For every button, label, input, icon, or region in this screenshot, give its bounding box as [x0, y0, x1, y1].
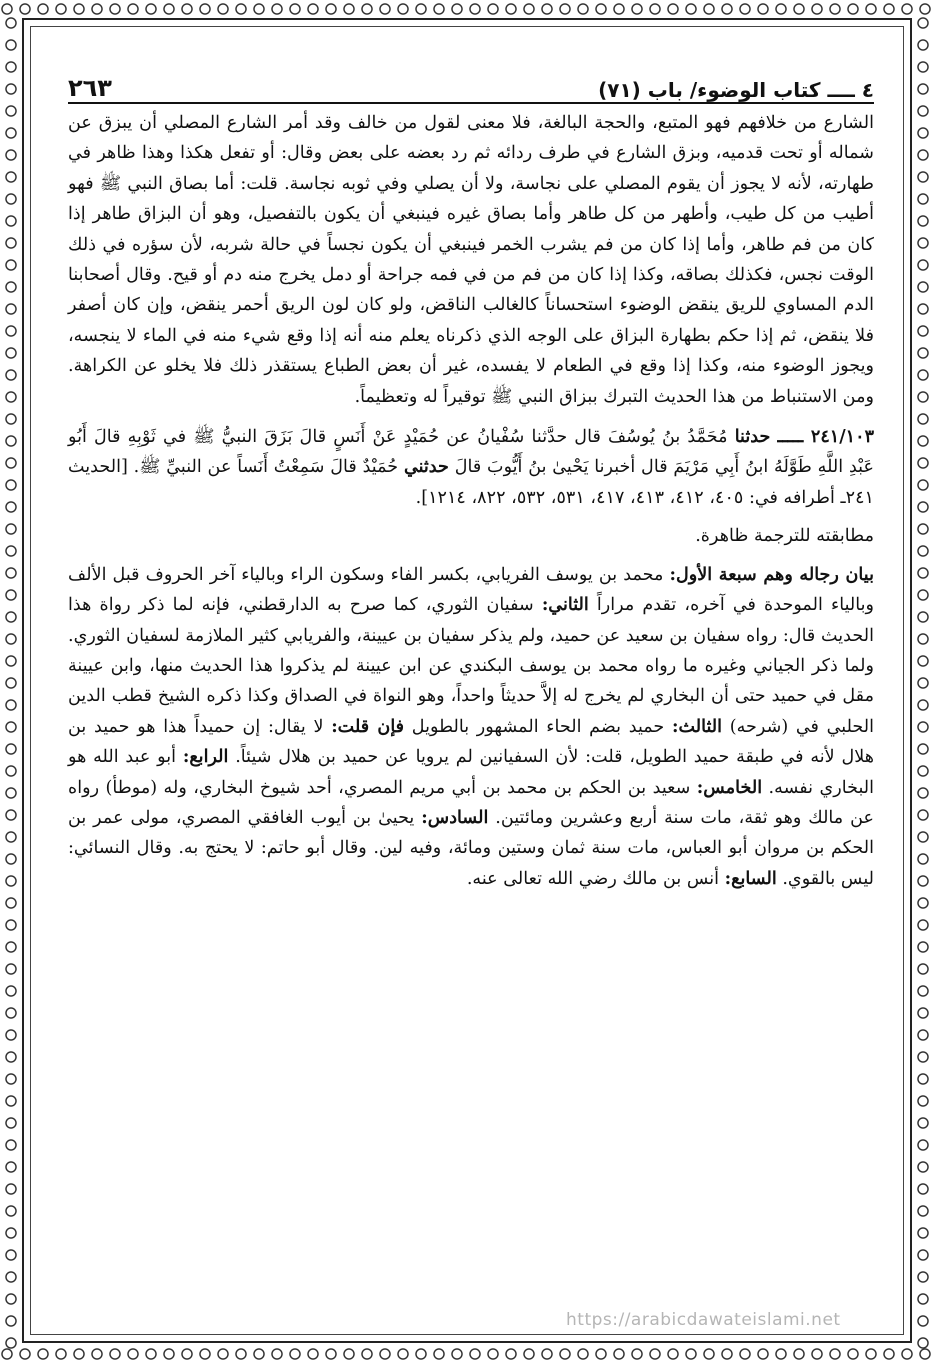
decorative-border-top — [0, 2, 934, 16]
narrator-label: السادس: — [421, 806, 489, 828]
question-label: فإن قلت: — [331, 715, 405, 737]
narrators-lead: بيان رجاله وهم سبعة الأول: — [669, 563, 874, 585]
narrator-text: سفيان الثوري، كما صرح به الدارقطني، فإنه لما ذكر رواة هذا الحديث قال: رواه سفيان بن سعيد عن حميد، ولم يذكر سفيان بن عيينة، والفريابي كثير الملازمة لسفيان الثوري. ولما ذكر الجياني وغيره ما رواه محمد بن يوسف البكندي عن ابن عيينة لم يذكروا هذا الحديث منها، وابن عيينة مقل في حميد حتى أن البخاري لم يخرج له إلاَّ حديثاً واحداً، وهو النواة في الصداق وكذا ذكره الشيخ قطب الدين الحلبي في (شرحه) — [68, 595, 875, 737]
narrator-text: محمد بن يوسف الفريابي، بكسر الفاء وسكون الراء وبالياء آخر الحروف قبل الألف وبالياء الموحدة في آخره، تقدم مراراً — [68, 564, 874, 616]
chapter-title: ٤ ــــ كتاب الوضوء/ باب (٧١) — [598, 78, 874, 102]
hadith-number: ٢٤١/١٠٣ ـــــ — [777, 426, 875, 448]
commentary-section — [68, 108, 874, 412]
narrator-label: الخامس: — [696, 776, 763, 798]
running-header — [68, 58, 874, 104]
decorative-border-right — [916, 14, 930, 1349]
book-page — [68, 58, 874, 1348]
commentary-paragraph: الشارع من خلافهم فهو المتبع، والحجة البالغة، فلا معنى لقول من خالف وقد أمر الشارع المصلي أن يبزق عن شماله أو تحت قدميه، وبزق الشارع في طرف ردائه ثم رد بعضه على بعض وقال: أو تفعل هكذا وهذا ظاهر في طهارته، لأنه لا يجوز أن يقوم المصلي على نجاسة، ولا أن يصلي وفي ثوبه نجاسة. قلت: أما بصاق النبي ﷺ فهو أطيب من كل طيب، وأطهر من كل طاهر وأما بصاق غيره فينبغي أن يكون بالتفصيل، وهو أن البزاق طاهر إذا كان من فم طاهر، وأما إذا كان من فم يشرب الخمر فينبغي أن يكون نجساً في حالة شربه، لأن سؤره في ذلك الوقت نجس، فكذلك بصاقه، وكذا إذا كان من فم من في فمه جراحة أو دمل يخرج منه دم أو قيح. وقال أصحابنا الدم المساوي للريق ينقض الوضوء استحساناً كالغالب الناقض، ولو كان لون الريق أحمر ينقض، وإن كان أصفر فلا ينقض، ثم إذا حكم بطهارة البزاق على الوجه الذي ذكرناه يعلم منه أنه إذا وقع شيء منه في الماء لا ينجسه، ويجوز الوضوء منه، وكذا إذا وقع في الطعام لا يفسده، غير أن بعض الطباع يستقذر ذلك فلا يخلو عن الكراهة. ومن الاستنباط من هذا الحديث التبرك ببزاق النبي ﷺ توقيراً له وتعظيماً. — [68, 113, 874, 407]
narrator-label: الرابع: — [182, 746, 229, 768]
narrators-paragraph — [68, 560, 874, 894]
hadith-text: مُحَمَّدُ بنُ يُوسُفَ قال حدَّثنا سُفْيانُ عن حُمَيْدٍ عَنْ أَنَسٍ قالَ بَزَقَ النبيُّ ﷺ في ثَوْبِهِ قالَ أَبُو عَبْدِ اللَّهِ طَوَّلَهُ ابنُ أَبِي مَرْيَمَ قال أخبرنا يَحْيىٰ بنُ أَيُّوبَ قالَ — [68, 427, 874, 478]
narrator-text: أبو عبد الله هو البخاري نفسه. — [68, 747, 875, 798]
page-number: ٢٦٣ — [68, 74, 112, 102]
narrator-text: حميد بضم الحاء المشهور بالطويل — [411, 716, 665, 737]
decorative-border-left — [4, 14, 18, 1349]
narrator-text: لا يقال: إن حميداً هذا هو حميد بن هلال لأنه في طبقة حميد الطويل، قلت: لأن السفيانين لم يرويا عن حميد بن هلال شيئاً. — [68, 716, 875, 768]
narrator-text: أنس بن مالك رضي الله تعالى عنه. — [466, 868, 720, 889]
decorative-border-bottom — [0, 1347, 934, 1361]
narrator-text: يحيىٰ بن أيوب الغافقي المصري، مولى عمر بن الحكم بن مروان أبو العباس، مات سنة ثمان وستين ومائة، وفيه لين. وقال أبو حاتم: لا يحتج به. وقال النسائي: ليس بالقوي. — [68, 807, 874, 889]
narrator-text: سعيد بن الحكم بن محمد بن أبي مريم المصري، أحد شيوخ البخاري، وله (موطأ) رواه عن مالك وهو ثقة، مات سنة أربع وعشرين ومائتين. — [68, 777, 875, 828]
narrator-label: السابع: — [724, 867, 777, 889]
hadith-block — [68, 422, 874, 513]
hadith-narration-word: حدثنا — [734, 426, 771, 448]
chapter-matching-note: مطابقته للترجمة ظاهرة. — [695, 526, 874, 547]
watermark-url: https://arabicdawateislami.net — [566, 1310, 841, 1330]
narrator-label: الثالث: — [671, 715, 723, 737]
narrator-label: الثاني: — [541, 594, 589, 616]
hadith-text-2: حُمَيْدٌ قالَ سَمِعْتُ أَنَساً عن النبيِّ ﷺ. [الحديث ٢٤١ـ أطرافه في: ٤٠٥، ٤١٢، ٤١٣، ٤١٧، ٥٣١، ٥٣٢، ٨٢٢، ١٢١٤]. — [68, 457, 874, 508]
hadith-narration-word-2: حدثني — [403, 456, 449, 478]
